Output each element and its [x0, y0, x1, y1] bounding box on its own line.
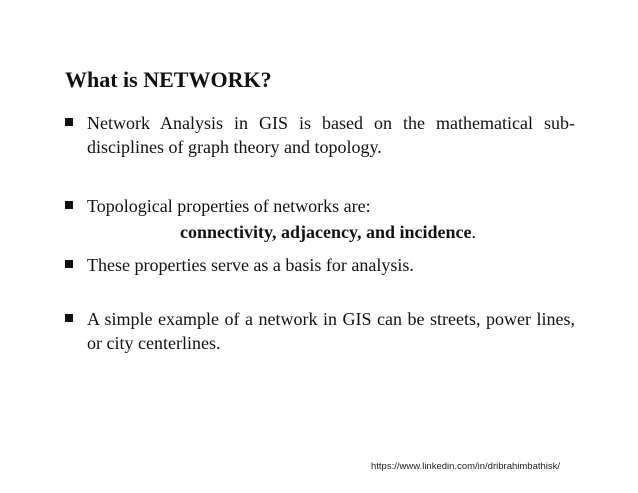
- square-bullet-icon: [65, 314, 73, 322]
- topological-properties-line: [180, 220, 476, 244]
- bullet-text: These properties serve as a basis for analysis.: [87, 255, 414, 275]
- square-bullet-icon: [65, 118, 73, 126]
- bullet-text: A simple example of a network in GIS can be streets, power lines, or city centerlines.: [87, 309, 575, 353]
- square-bullet-icon: [65, 201, 73, 209]
- bullet-item: [65, 194, 575, 218]
- bullet-text: Network Analysis in GIS is based on the mathematical sub-disciplines of graph theory and topology.: [87, 113, 575, 157]
- slide-title: What is NETWORK?: [65, 67, 272, 92]
- bullet-item: [65, 307, 575, 355]
- bullet-item: [65, 111, 575, 159]
- topological-properties-period: .: [471, 222, 476, 242]
- bullet-text: Topological properties of networks are:: [87, 196, 371, 216]
- topological-properties-bold: connectivity, adjacency, and incidence: [180, 222, 472, 242]
- footer-link[interactable]: https://www.linkedin.com/in/dribrahimbathisk/: [371, 461, 561, 472]
- square-bullet-icon: [65, 260, 73, 268]
- bullet-item: [65, 253, 575, 277]
